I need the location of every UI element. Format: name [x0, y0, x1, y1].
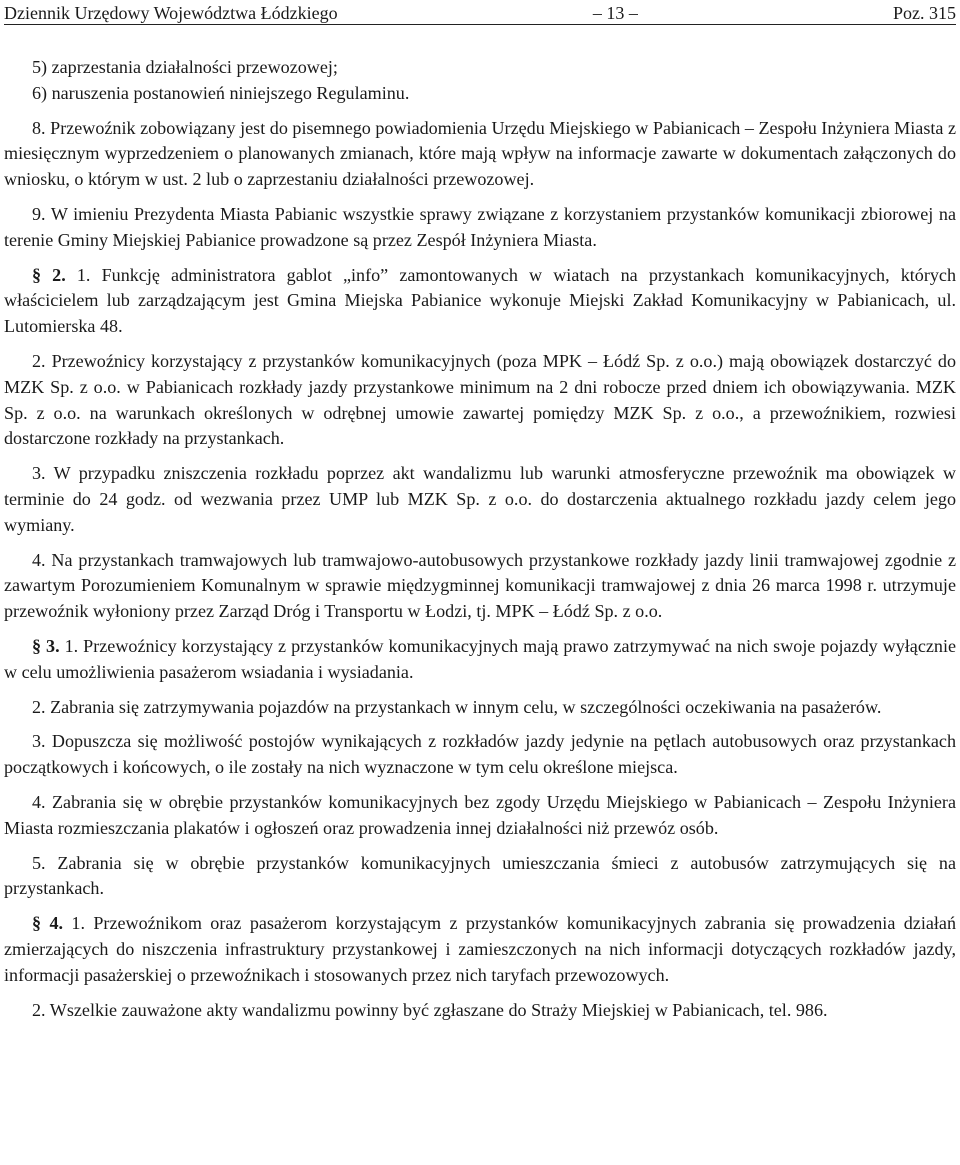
paragraph: 5) zaprzestania działalności przewozowej;: [32, 57, 338, 77]
section-paragraph: § 3. 1. Przewoźnicy korzystający z przystanków komunikacyjnych mają prawo zatrzymywać na nich swoje pojazdy wyłącznie w celu umożliwienia pasażerom wsiadania i wysiadania.: [4, 635, 956, 682]
document-body: [4, 55, 956, 1023]
paragraph: 2. Zabrania się zatrzymywania pojazdów na przystankach w innym celu, w szczególności oczekiwania na pasażerów.: [32, 696, 882, 717]
paragraph: 4. Zabrania się w obrębie przystanków komunikacyjnych bez zgody Urzędu Miejskiego w Pabianicach – Zespołu Inżyniera Miasta rozmieszczania plakatów i ogłoszeń oraz prowadzenia innej działalności niż przewóz osób.: [4, 791, 956, 838]
section-mark: § 3.: [32, 635, 60, 656]
paragraph: 3. Dopuszcza się możliwość postojów wynikających z rozkładów jazdy jedynie na pętlach autobusowych oraz przystankach początkowych i końcowych, o ile zostały na nich wyznaczone w tym celu określone miejsca.: [4, 731, 956, 778]
paragraph: 4. Na przystankach tramwajowych lub tramwajowo-autobusowych przystankowe rozkłady jazdy linii tramwajowej zgodnie z zawartym Porozumieniem Komunalnym w sprawie międzygminnej komunikacji tramwajowej z dnia 26 marca 1998 r. utrzymuje przewoźnik wyłoniony przez Zarząd Dróg i Transportu w Łodzi, tj. MPK – Łódź Sp. z o.o.: [4, 549, 956, 622]
position-number: Poz. 315: [893, 3, 956, 23]
page-header: [4, 0, 956, 25]
section-mark: § 4.: [32, 913, 64, 934]
paragraph: 2. Przewoźnicy korzystający z przystanków komunikacyjnych (poza MPK – Łódź Sp. z o.o.) mają obowiązek dostarczyć do MZK Sp. z o.o. w Pabianicach rozkłady jazdy przystankowe minimum na 2 dni robocze przed dniem ich obowiązywania. MZK Sp. z o.o. na warunkach określonych w odrębnej umowie zawartej pomiędzy MZK Sp. z o.o., a przewoźnikiem, rozwiesi dostarczone rozkłady na przystankach.: [4, 350, 956, 449]
section-paragraph: § 4. 1. Przewoźnikom oraz pasażerom korzystającym z przystanków komunikacyjnych zabrania się prowadzenia działań zmierzających do niszczenia infrastruktury przystankowej i zamieszczonych na nich informacji dotyczących rozkładów jazdy, informacji pasażerskiej o przewoźnikach i stosowanych przez nich taryfach przewozowych.: [4, 913, 956, 985]
paragraph: 8. Przewoźnik zobowiązany jest do pisemnego powiadomienia Urzędu Miejskiego w Pabianicach – Zespołu Inżyniera Miasta z miesięcznym wyprzedzeniem o planowanych zmianach, które mają wpływ na informacje zawarte w dokumentach załączonych do wniosku, o którym w ust. 2 lub o zaprzestaniu działalności przewozowej.: [4, 117, 956, 190]
paragraph: 5. Zabrania się w obrębie przystanków komunikacyjnych umieszczania śmieci z autobusów zatrzymujących się na przystankach.: [4, 852, 956, 899]
section-paragraph: § 2. 1. Funkcję administratora gablot „info” zamontowanych w wiatach na przystankach komunikacyjnych, których właścicielem lub zarządzającym jest Gmina Miejska Pabianice wykonuje Miejski Zakład Komunikacyjny w Pabianicach, ul. Lutomierska 48.: [4, 264, 956, 337]
journal-title: Dziennik Urzędowy Województwa Łódzkiego: [4, 3, 338, 23]
paragraph: 6) naruszenia postanowień niniejszego Regulaminu.: [32, 82, 410, 103]
section-mark: § 2.: [32, 264, 66, 285]
paragraph: 3. W przypadku zniszczenia rozkładu poprzez akt wandalizmu lub warunki atmosferyczne przewoźnik ma obowiązek w terminie do 24 godz. od wezwania przez UMP lub MZK Sp. z o.o. do dostarczenia aktualnego rozkładu jazdy celem jego wymiany.: [4, 463, 956, 535]
page-number: – 13 –: [592, 3, 638, 23]
paragraph: 2. Wszelkie zauważone akty wandalizmu powinny być zgłaszane do Straży Miejskiej w Pabianicach, tel. 986.: [32, 999, 828, 1020]
paragraph: 9. W imieniu Prezydenta Miasta Pabianic wszystkie sprawy związane z korzystaniem przystanków komunikacji zbiorowej na terenie Gminy Miejskiej Pabianice prowadzone są przez Zespół Inżyniera Miasta.: [4, 203, 956, 250]
